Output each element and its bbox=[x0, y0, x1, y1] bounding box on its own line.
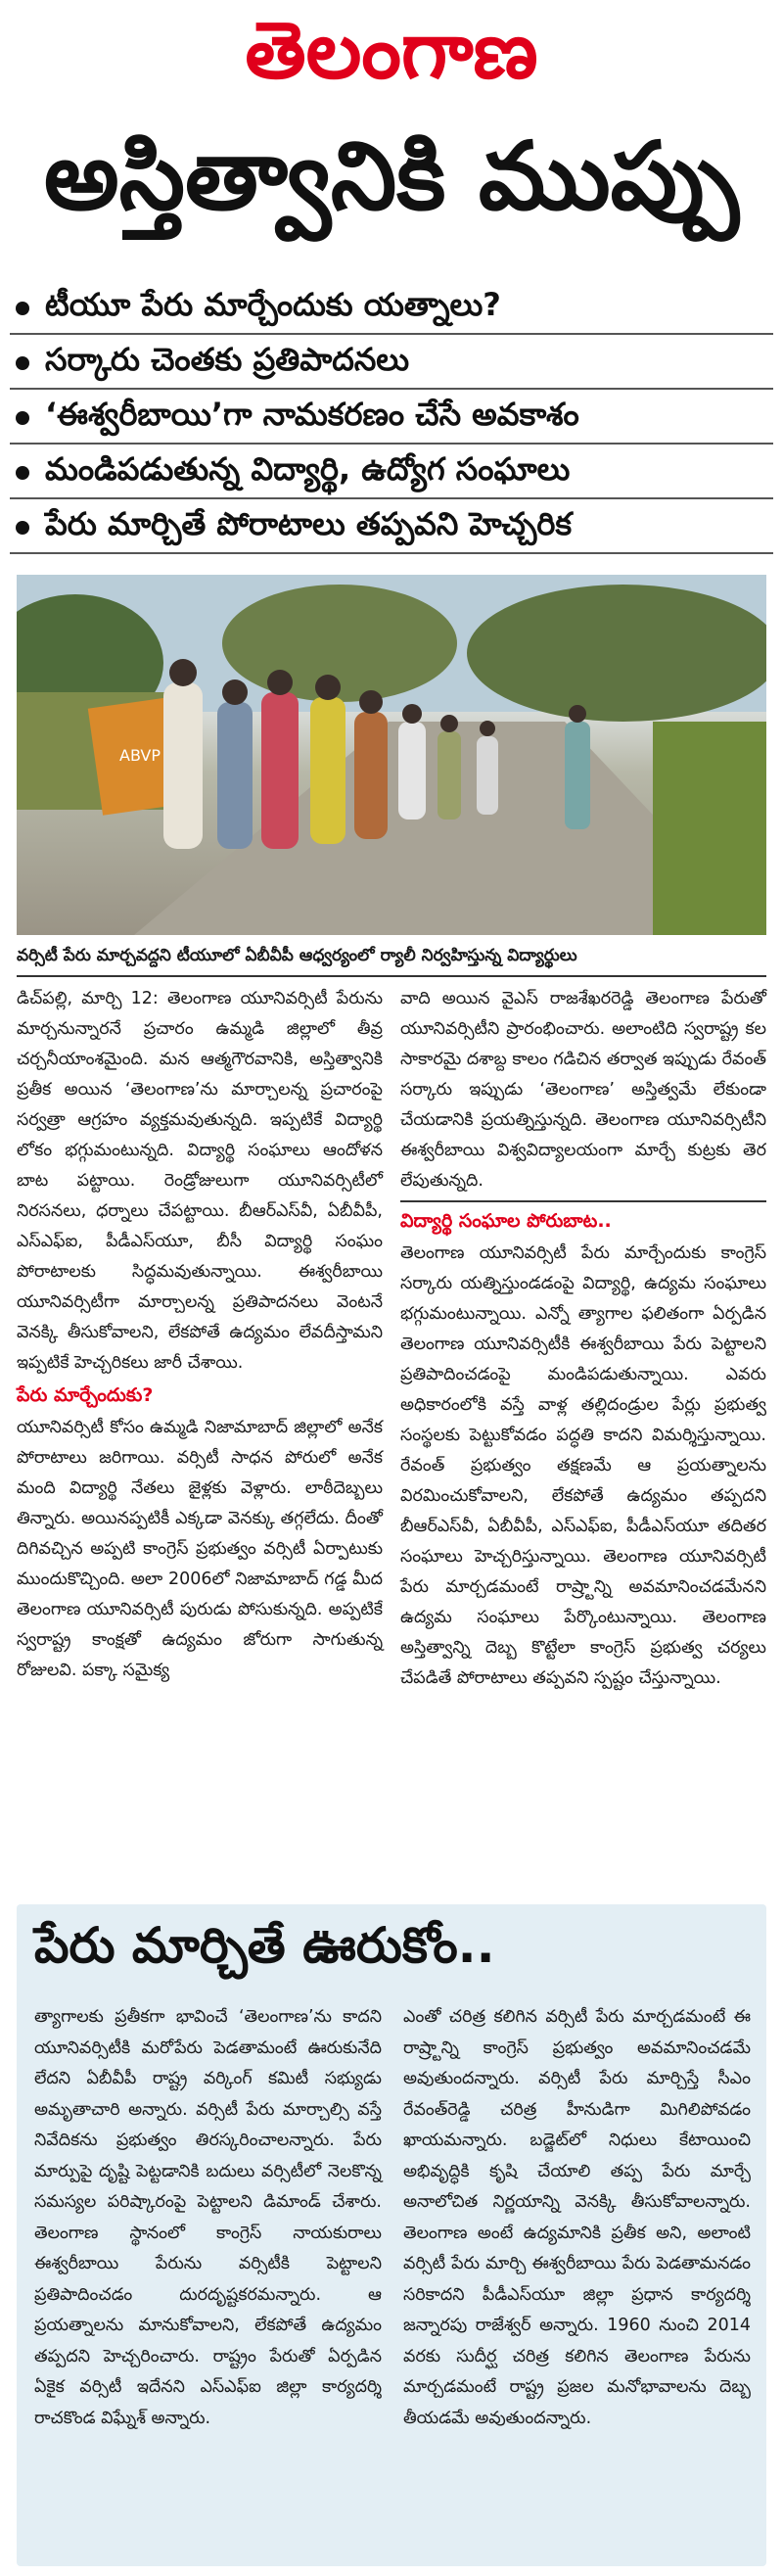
bullet-item: పేరు మార్చితే పోరాటాలు తప్పవని హెచ్చరిక bbox=[10, 503, 773, 554]
subheading: పేరు మార్చేందుకు? bbox=[17, 1384, 154, 1406]
article-paragraph: యూనివర్సిటీ కోసం ఉమ్మడి నిజామాబాద్ జిల్లాలో అనేక పోరాటాలు జరిగాయి. వర్సిటీ సాధన పోరులో అనేక మంది విద్యార్థి నేతలు జైళ్లకు వెళ్లారు. లాఠీదెబ్బలు తిన్నారు. అయినప్పటికీ ఎక్కడా వెనక్కు తగ్గలేదు. దీంతో దిగివచ్చిన అప్పటి కాంగ్రెస్ ప్రభుత్వం వర్సిటీ ఏర్పాటుకు ముందుకొచ్చింది. అలా 2006లో నిజామాబాద్ గడ్డ మీద తెలంగాణ యూనివర్సిటీ పురుడు పోసుకున్నది. అప్పటికే స్వరాష్ట్ర కాంక్షతో ఉద్యమం జోరుగా సాగుతున్న రోజులవి. పక్కా సమైక్య bbox=[17, 1418, 383, 1680]
article-column-right bbox=[400, 984, 766, 1694]
bullet-item: టీయూ పేరు మార్చేందుకు యత్నాలు? bbox=[10, 284, 773, 335]
subheading: విద్యార్థి సంఘాల పోరుబాట.. bbox=[400, 1200, 766, 1237]
box-column-right: ఎంతో చరిత్ర కలిగిన వర్సిటీ పేరు మార్చడమంటే ఈ రాష్ర్టాన్ని కాంగ్రెస్ ప్రభుత్వం అవమానించడమే అవుతుందన్నారు. వర్సిటీ పేరు మార్చిస్తే సీఎం రేవంత్‌రెడ్డి చరిత్ర హీనుడిగా మిగిలిపోవడం ఖాయమన్నారు. బడ్జెట్‌లో నిధులు కేటాయించి అభివృద్ధికి కృషి చేయాలి తప్ప పేరు మార్చే అనాలోచిత నిర్ణయాన్ని వెనక్కి తీసుకోవాలన్నారు. తెలంగాణ అంటే ఉద్యమానికి ప్రతీక అని, అలాంటి వర్సిటీ పేరు మార్చి ఈశ్వరీబాయి పేరు పెడతామనడం సరికాదని పీడీఎస్‌యూ జిల్లా ప్రధాన కార్యదర్శి జన్నారపు రాజేశ్వర్ అన్నారు. 1960 నుంచి 2014 వరకు సుదీర్ఘ చరిత్ర కలిగిన తెలంగాణ పేరును మార్చడమంటే రాష్ట్ర ప్రజల మనోభావాలను దెబ్బ తీయడమే అవుతుందన్నారు. bbox=[403, 2007, 751, 2428]
bullet-dot-icon bbox=[16, 302, 29, 315]
bullet-dot-icon bbox=[16, 411, 29, 425]
article-body bbox=[17, 984, 766, 1694]
box-column-left: త్యాగాలకు ప్రతీకగా భావించే ‘తెలంగాణ’ను కాదని యూనివర్సిటీకి మరోపేరు పెడతామంటే ఊరుకునేది లేదని ఏబీవీపీ రాష్ట్ర వర్కింగ్ కమిటీ సభ్యుడు అమృతాచారి అన్నారు. వర్సిటీ పేరు మార్చాల్సి వస్తే నివేదికను ప్రభుత్వం తిరస్కరించాలన్నారు. పేరు మార్పుపై దృష్టి పెట్టడానికి బదులు వర్సిటీలో నెలకొన్న సమస్యల పరిష్కారంపై పెట్టాలని డిమాండ్ చేశారు. తెలంగాణ స్థానంలో కాంగ్రెస్ నాయకురాలు ఈశ్వరీబాయి పేరును వర్సిటీకి పెట్టాలని ప్రతిపాదించడం దురదృష్టకరమన్నారు. ఆ ప్రయత్నాలను మానుకోవాలని, లేకపోతే ఉద్యమం తప్పదని హెచ్చరించారు. రాష్ట్రం పేరుతో ఏర్పడిన ఏకైక వర్సిటీ ఇదేనని ఎస్‌ఎఫ్‌ఐ జిల్లా కార్యదర్శి రాచకొండ విఘ్నేశ్ అన్నారు. bbox=[34, 2007, 382, 2428]
banner-text: ABVP bbox=[119, 746, 161, 765]
bullet-item: సర్కారు చెంతకు ప్రతిపాదనలు bbox=[10, 339, 773, 390]
box-title: పేరు మార్చితే ఊరుకోం.. bbox=[34, 1917, 495, 1974]
bullet-dot-icon bbox=[16, 356, 29, 370]
article-paragraph: డిచ్‌పల్లి, మార్చి 12: తెలంగాణ యూనివర్సిటీ పేరును మార్చనున్నారనే ప్రచారం ఉమ్మడి జిల్లాలో తీవ్ర చర్చనీయాంశమైంది. మన ఆత్మగౌరవానికి, అస్తిత్వానికి ప్రతీక అయిన ‘తెలంగాణ’ను మార్చాలన్న ప్రచారంపై సర్వత్రా ఆగ్రహం వ్యక్తమవుతున్నది. ఇప్పటికే విద్యార్థి లోకం భగ్గుమంటున్నది. విద్యార్థి సంఘాలు ఆందోళన బాట పట్టాయి. రెండ్రోజులుగా యూనివర్సిటీలో నిరసనలు, ధర్నాలు చేపట్టాయి. బీఆర్‌ఎస్‌వీ, ఏబీవీపీ, ఎస్‌ఎఫ్‌ఐ, పీడీఎస్‌యూ, బీసీ విద్యార్థి సంఘం పోరాటాలకు సిద్ధమవుతున్నాయి. ఈశ్వరీబాయి యూనివర్సిటీగా మార్చాలన్న ప్రతిపాదనలు వెంటనే వెనక్కి తీసుకోవాలని, లేకపోతే ఉద్యమం లేవదీస్తామని ఇప్పటికే హెచ్చరికలు జారీ చేశాయి. bbox=[17, 989, 383, 1373]
headline: అస్తిత్వానికి ముప్పు bbox=[43, 121, 740, 231]
article-paragraph: వాది అయిన వైఎస్ రాజశేఖరరెడ్డి తెలంగాణ పేరుతో యూనివర్సిటీని ప్రారంభించారు. అలాంటిది స్వరాష్ట్ర కల సాకారమై దశాబ్ద కాలం గడిచిన తర్వాత ఇప్పుడు రేవంత్ సర్కారు ఇప్పుడు ‘తెలంగాణ’ అస్తిత్వమే లేకుండా చేయడానికి ప్రయత్నిస్తున్నది. తెలంగాణ యూనివర్సిటీని ఈశ్వరీబాయి విశ్వవిద్యాలయంగా మార్చే కుట్రకు తెర లేపుతున్నది. bbox=[400, 989, 766, 1191]
bullet-dot-icon bbox=[16, 466, 29, 480]
photo-caption: వర్సిటీ పేరు మార్చవద్దని టీయూలో ఏబీవీపీ ఆధ్వర్యంలో ర్యాలీ నిర్వహిస్తున్న విద్యార్థులు bbox=[17, 940, 766, 977]
article-column-left bbox=[17, 984, 383, 1694]
article-paragraph: తెలంగాణ యూనివర్సిటీ పేరు మార్చేందుకు కాంగ్రెస్ సర్కారు యత్నిస్తుండడంపై విద్యార్థి, ఉద్యమ సంఘాలు భగ్గుమంటున్నాయి. ఎన్నో త్యాగాల ఫలితంగా ఏర్పడిన తెలంగాణ యూనివర్సిటీకి ఈశ్వరీబాయి పేరు పెట్టాలని ప్రతిపాదించడంపై మండిపడుతున్నాయి. ఎవరు అధికారంలోకి వస్తే వాళ్ల తల్లిదండ్రుల పేర్లు ప్రభుత్వ సంస్థలకు పెట్టుకోవడం పద్ధతి కాదని విమర్శిస్తున్నాయి. రేవంత్ ప్రభుత్వం తక్షణమే ఆ ప్రయత్నాలను విరమించుకోవాలని, లేకపోతే ఉద్యమం తప్పదని బీఆర్‌ఎస్‌వీ, ఏబీవీపీ, ఎస్‌ఎఫ్‌ఐ, పీడీఎస్‌యూ తదితర సంఘాలు హెచ్చరిస్తున్నాయి. తెలంగాణ యూనివర్సిటీ పేరు మార్చడమంటే రాష్ర్టాన్ని అవమానించడమేనని ఉద్యమ సంఘాలు పేర్కొంటున్నాయి. తెలంగాణ అస్తిత్వాన్ని దెబ్బ కొట్టేలా కాంగ్రెస్ ప్రభుత్వ చర్యలు చేపడితే పోరాటాలు తప్పవని స్పష్టం చేస్తున్నాయి. bbox=[400, 1243, 766, 1688]
bullet-item: మండిపడుతున్న విద్యార్థి, ఉద్యోగ సంఘాలు bbox=[10, 448, 773, 499]
bullet-dot-icon bbox=[16, 521, 29, 535]
rally-photo-illustration bbox=[17, 575, 766, 935]
rally-photo bbox=[17, 575, 766, 935]
kicker-title: తెలంగాణ bbox=[245, 5, 538, 96]
box-body bbox=[34, 2002, 751, 2434]
bullet-item: ‘ఈశ్వరీబాయి’గా నామకరణం చేసే అవకాశం bbox=[10, 394, 773, 445]
bullet-list bbox=[10, 284, 773, 558]
